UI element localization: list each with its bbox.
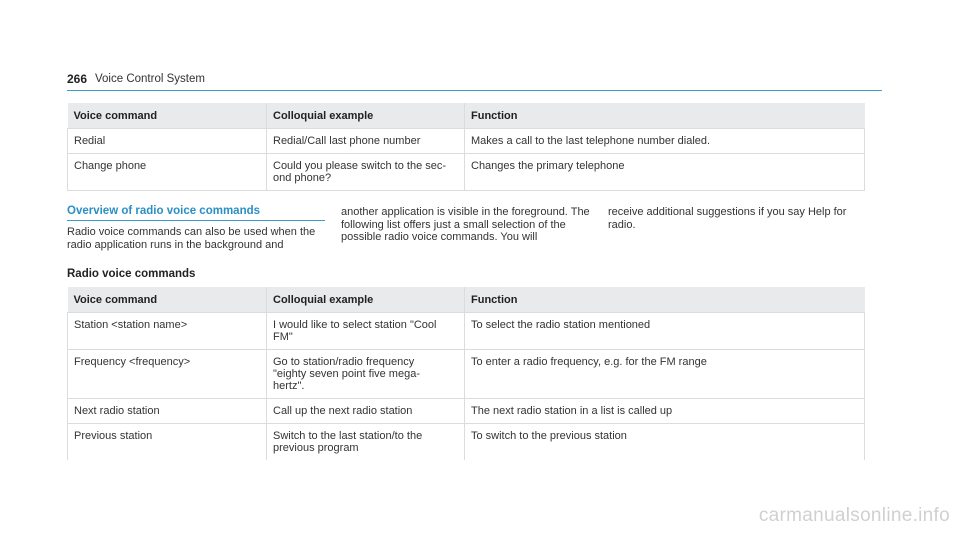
table-row	[68, 154, 865, 191]
table-row	[68, 313, 865, 350]
table-cell: Could you please switch to the sec- ond phone?	[267, 154, 465, 191]
table-cell: Redial	[68, 129, 267, 154]
overview-paragraph: receive additional suggestions if you say Help for radio.	[608, 206, 847, 231]
table-row	[68, 350, 865, 399]
table-cell: Redial/Call last phone number	[267, 129, 465, 154]
table-row	[68, 399, 865, 424]
table-cell: To select the radio station mentioned	[465, 313, 865, 350]
overview-paragraph: another application is visible in the foreground. The following list offers just a small selection of the possible radio voice commands. You will	[341, 206, 590, 243]
table-cell: Switch to the last station/to the previous program	[267, 424, 465, 461]
page-header	[67, 72, 882, 91]
overview-heading: Overview of radio voice commands	[67, 205, 325, 221]
column-header: Function	[465, 287, 865, 313]
table-cell: Go to station/radio frequency "eighty seven point five mega- hertz".	[267, 350, 465, 399]
table-cell: Change phone	[68, 154, 267, 191]
table-header-row	[68, 103, 865, 129]
table-cell: The next radio station in a list is called up	[465, 399, 865, 424]
watermark: carmanualsonline.info	[758, 505, 950, 526]
table-cell: Next radio station	[68, 399, 267, 424]
table-cell: Changes the primary telephone	[465, 154, 865, 191]
table-cell: Call up the next radio station	[267, 399, 465, 424]
table-cell: Previous station	[68, 424, 267, 461]
table-header-row	[68, 287, 865, 313]
overview-paragraph: Radio voice commands can also be used when the radio application runs in the background and	[67, 226, 316, 251]
column-header: Voice command	[68, 103, 267, 129]
page-number: 266	[67, 72, 88, 86]
column-header: Colloquial example	[267, 287, 465, 313]
table-cell: To enter a radio frequency, e.g. for the FM range	[465, 350, 865, 399]
table-row	[68, 424, 865, 461]
table-cell: I would like to select station "Cool FM"	[267, 313, 465, 350]
table-cell: Station <station name>	[68, 313, 267, 350]
phone-commands-table	[67, 103, 865, 191]
column-header: Function	[465, 103, 865, 129]
radio-commands-table	[67, 287, 865, 460]
table-cell: Frequency <frequency>	[68, 350, 267, 399]
radio-commands-heading: Radio voice commands	[67, 268, 196, 280]
table-cell: Makes a call to the last telephone number dialed.	[465, 129, 865, 154]
table-row	[68, 129, 865, 154]
section-title: Voice Control System	[95, 73, 205, 85]
table-cell: To switch to the previous station	[465, 424, 865, 461]
column-header: Voice command	[68, 287, 267, 313]
column-header: Colloquial example	[267, 103, 465, 129]
